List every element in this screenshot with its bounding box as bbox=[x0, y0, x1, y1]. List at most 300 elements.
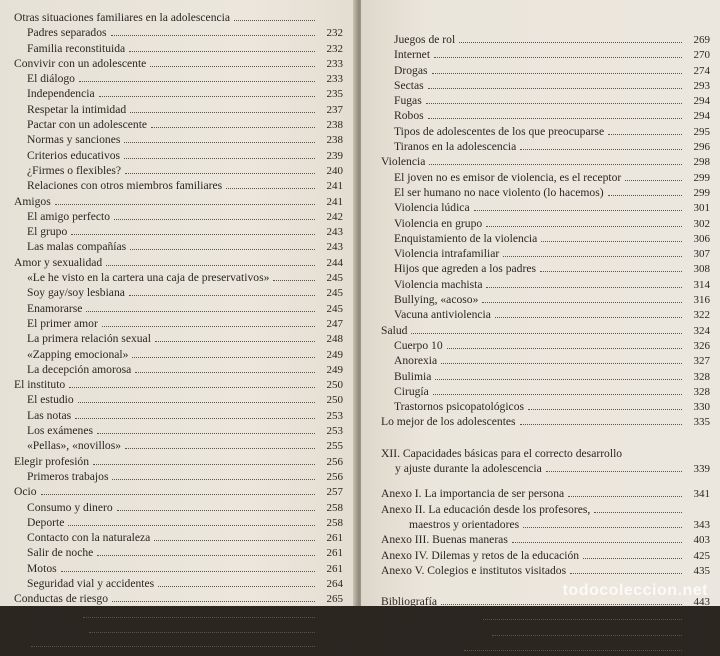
dot-leader bbox=[429, 164, 682, 165]
toc-entry-title: Bibliografía bbox=[381, 595, 438, 609]
toc-entry-page: 248 bbox=[326, 333, 343, 346]
toc-entry bbox=[381, 517, 710, 532]
dot-leader bbox=[41, 494, 315, 495]
toc-entry-page: 266 bbox=[326, 608, 343, 621]
toc-entry-page: 253 bbox=[326, 409, 343, 422]
toc-entry-page: 245 bbox=[326, 287, 343, 300]
toc-entry-page: 261 bbox=[326, 532, 343, 545]
toc-entry-title: Motos bbox=[27, 561, 57, 575]
toc-entry-title: Soy gay/soy lesbiana bbox=[27, 286, 125, 300]
toc-entry-title: Amor y sexualidad bbox=[14, 255, 103, 269]
toc-entry bbox=[381, 307, 710, 322]
dot-leader bbox=[520, 149, 682, 150]
toc-entry-page: 306 bbox=[693, 232, 710, 245]
toc-entry bbox=[14, 530, 343, 545]
toc-entry bbox=[14, 316, 343, 331]
toc-entry-title: «Pellas», «novillos» bbox=[27, 439, 122, 453]
toc-entry-page: 327 bbox=[693, 355, 710, 368]
dot-leader bbox=[129, 295, 315, 296]
toc-entry bbox=[381, 170, 710, 185]
toc-entry bbox=[381, 625, 710, 640]
toc-entry-title: Primeros trabajos bbox=[27, 469, 109, 483]
dot-leader bbox=[124, 158, 315, 159]
toc-entry-page: 255 bbox=[326, 440, 343, 453]
toc-entry-title: Amigos bbox=[14, 194, 51, 208]
dot-leader bbox=[520, 424, 682, 425]
toc-entry-title: Anexo V. Colegios e institutos visitados bbox=[381, 563, 567, 577]
dot-leader bbox=[130, 112, 315, 113]
dot-leader bbox=[71, 234, 315, 235]
dot-leader bbox=[486, 287, 682, 288]
dot-leader bbox=[523, 527, 682, 528]
toc-entry bbox=[14, 408, 343, 423]
toc-entry bbox=[381, 384, 710, 399]
toc-entry-title: Fugas bbox=[394, 94, 422, 108]
toc-entry-title: Galería para las artes bbox=[381, 610, 479, 624]
toc-entry bbox=[14, 469, 343, 484]
toc-entry bbox=[14, 423, 343, 438]
toc-entry-title: Bulimia bbox=[394, 369, 432, 383]
toc-entry-page: 238 bbox=[326, 119, 343, 132]
toc-entry-page: 247 bbox=[326, 317, 343, 330]
toc-entry-page: 403 bbox=[693, 534, 710, 547]
toc-entry bbox=[14, 239, 343, 254]
toc-entry-page: 233 bbox=[326, 73, 343, 86]
toc-entry-title: Normas y sanciones bbox=[27, 133, 121, 147]
dot-leader bbox=[546, 471, 682, 472]
toc-entry-title: Anexo II. La educación desde los profesores, bbox=[381, 502, 591, 516]
toc-entry bbox=[14, 561, 343, 576]
toc-entry-page: 256 bbox=[326, 455, 343, 468]
toc-entry bbox=[14, 194, 343, 209]
dot-leader bbox=[151, 127, 315, 128]
toc-entry bbox=[14, 301, 343, 316]
toc-entry bbox=[14, 132, 343, 147]
toc-entry-page: 314 bbox=[693, 278, 710, 291]
toc-entry bbox=[381, 32, 710, 47]
chapter-xii-page: 339 bbox=[693, 463, 710, 476]
toc-entry-page: 330 bbox=[693, 401, 710, 414]
dot-leader bbox=[68, 525, 315, 526]
toc-entry bbox=[381, 200, 710, 215]
dot-leader bbox=[528, 409, 682, 410]
dot-leader bbox=[464, 650, 682, 651]
toc-entry-page: 299 bbox=[693, 171, 710, 184]
toc-entry-page: 268 bbox=[326, 638, 343, 651]
toc-entry-page: 237 bbox=[326, 103, 343, 116]
toc-entry bbox=[381, 63, 710, 78]
toc-entry-title: Hijos que agreden a los padres bbox=[394, 262, 536, 276]
dot-leader bbox=[97, 433, 315, 434]
toc-entry bbox=[381, 640, 710, 655]
dot-leader bbox=[594, 512, 682, 513]
toc-entry-page: 265 bbox=[326, 593, 343, 606]
watermark-tld: .net bbox=[677, 582, 708, 599]
dot-leader bbox=[112, 601, 315, 602]
dot-leader bbox=[426, 103, 682, 104]
toc-entry bbox=[14, 178, 343, 193]
chapter-xii-entry bbox=[381, 446, 710, 477]
toc-entry-title: Conductas de riesgo bbox=[14, 592, 109, 606]
dot-leader bbox=[459, 42, 682, 43]
toc-entry bbox=[14, 331, 343, 346]
toc-entry-title: El estudio bbox=[27, 393, 74, 407]
toc-entry-title: Enquistamiento de la violencia bbox=[394, 231, 538, 245]
toc-entry-page: 457 bbox=[693, 626, 710, 639]
toc-entry-title: Deporte bbox=[27, 515, 65, 529]
dot-leader bbox=[111, 35, 315, 36]
toc-entry-title: Anexo IV. Dilemas y retos de la educación bbox=[381, 548, 580, 562]
dot-leader bbox=[608, 195, 682, 196]
toc-entry-title: Otras situaciones familiares en la adolescencia bbox=[14, 11, 231, 24]
toc-entry bbox=[14, 163, 343, 178]
toc-entry bbox=[381, 231, 710, 246]
dot-leader bbox=[441, 604, 682, 605]
toc-entry-page: 447 bbox=[693, 611, 710, 624]
toc-entry-title: El grupo bbox=[27, 225, 68, 239]
dot-leader bbox=[78, 402, 315, 403]
toc-entry bbox=[381, 292, 710, 307]
toc-entry-title: Instituciones de interés bbox=[381, 625, 488, 639]
toc-entry-page: 249 bbox=[326, 348, 343, 361]
chapter-xii-title-line2: y ajuste durante la adolescencia bbox=[395, 462, 542, 476]
toc-entry bbox=[14, 362, 343, 377]
toc-entry bbox=[381, 93, 710, 108]
toc-entry-title: Relaciones con otros miembros familiares bbox=[27, 179, 223, 193]
toc-entry bbox=[14, 438, 343, 453]
toc-entry-title: Enamorarse bbox=[27, 301, 83, 315]
right-page bbox=[361, 0, 720, 654]
toc-entry-title: Videojuegos bbox=[27, 622, 85, 636]
toc-entry-title: Violencia bbox=[381, 155, 426, 169]
toc-entry-title: Padres separados bbox=[27, 26, 107, 40]
dot-leader bbox=[428, 88, 682, 89]
toc-entry bbox=[14, 576, 343, 591]
toc-entry-title: Anorexia bbox=[394, 354, 438, 368]
toc-entry-page: 232 bbox=[326, 42, 343, 55]
dot-leader bbox=[512, 542, 682, 543]
toc-entry bbox=[14, 71, 343, 86]
toc-entry-title: Seguridad vial y accidentes bbox=[27, 576, 155, 590]
dot-leader bbox=[99, 96, 315, 97]
toc-entry-title: El diálogo bbox=[27, 72, 75, 86]
toc-entry bbox=[14, 117, 343, 132]
toc-entry bbox=[381, 609, 710, 624]
dot-leader bbox=[155, 341, 315, 342]
dot-leader bbox=[541, 241, 682, 242]
toc-entry bbox=[14, 209, 343, 224]
toc-entry bbox=[381, 185, 710, 200]
toc-entry-page: 232 bbox=[326, 27, 343, 40]
dot-leader bbox=[434, 57, 682, 58]
toc-entry bbox=[14, 224, 343, 239]
dot-leader bbox=[132, 357, 315, 358]
toc-entry bbox=[14, 591, 343, 606]
dot-leader bbox=[226, 188, 315, 189]
toc-entry bbox=[381, 246, 710, 261]
toc-entry-page: 239 bbox=[326, 149, 343, 162]
toc-entry bbox=[381, 277, 710, 292]
toc-entry-page: 461 bbox=[693, 641, 710, 654]
toc-entry bbox=[381, 369, 710, 384]
toc-entry-title: Vacuna antiviolencia bbox=[394, 308, 491, 322]
toc-entry bbox=[381, 502, 710, 517]
watermark-brand: todocoleccion bbox=[562, 582, 678, 599]
toc-entry bbox=[381, 414, 710, 429]
toc-entry bbox=[14, 86, 343, 101]
toc-entry bbox=[14, 515, 343, 530]
toc-entry-page: 240 bbox=[326, 164, 343, 177]
toc-entry-page: 425 bbox=[693, 549, 710, 562]
toc-entry bbox=[14, 285, 343, 300]
dot-leader bbox=[428, 118, 682, 119]
toc-entry-title: Robos bbox=[394, 109, 424, 123]
toc-entry bbox=[14, 148, 343, 163]
dot-leader bbox=[117, 510, 315, 511]
toc-entry-page: 274 bbox=[693, 64, 710, 77]
dot-leader bbox=[234, 20, 315, 21]
dot-leader bbox=[125, 173, 315, 174]
dot-leader bbox=[125, 448, 315, 449]
toc-entry-page: 343 bbox=[693, 518, 710, 531]
toc-entry bbox=[381, 124, 710, 139]
risk-section bbox=[381, 32, 710, 430]
toc-entry-page: 294 bbox=[693, 95, 710, 108]
toc-entry bbox=[14, 545, 343, 560]
toc-entry-title: Adicciones bbox=[27, 607, 80, 621]
toc-entry-page: 443 bbox=[693, 596, 710, 609]
toc-entry bbox=[381, 399, 710, 414]
toc-entry bbox=[381, 47, 710, 62]
dot-leader bbox=[608, 134, 682, 135]
annex-section bbox=[381, 486, 710, 578]
toc-entry bbox=[14, 10, 343, 25]
dot-leader bbox=[273, 280, 315, 281]
toc-entry-title: El ser humano no nace violento (lo hacemos) bbox=[394, 185, 604, 199]
toc-entry-page: 270 bbox=[693, 49, 710, 62]
toc-entry-title: Tiranos en la adolescencia bbox=[394, 140, 517, 154]
toc-entry-title: El instituto bbox=[14, 378, 66, 392]
dot-leader bbox=[435, 379, 682, 380]
dot-leader bbox=[540, 271, 682, 272]
toc-entry-page: 307 bbox=[693, 248, 710, 261]
toc-entry-title: Anexo III. Buenas maneras bbox=[381, 533, 508, 547]
toc-entry-page: 299 bbox=[693, 186, 710, 199]
toc-entry-page: 264 bbox=[326, 577, 343, 590]
toc-entry-title: Juegos de rol bbox=[394, 33, 456, 46]
toc-entry-title: Elegir profesión bbox=[14, 454, 90, 468]
toc-entry-title: Tipos de adolescentes de los que preocuparse bbox=[394, 124, 605, 138]
toc-entry bbox=[14, 500, 343, 515]
toc-entry-page: 316 bbox=[693, 294, 710, 307]
toc-entry-page: 241 bbox=[326, 195, 343, 208]
toc-entry-page: 293 bbox=[693, 79, 710, 92]
toc-entry-title: Bullying, «acoso» bbox=[394, 293, 479, 307]
toc-entry-title: Salud bbox=[381, 323, 408, 337]
toc-entry-title: Drogas bbox=[394, 63, 428, 77]
toc-entry-page: 324 bbox=[693, 324, 710, 337]
toc-entry bbox=[14, 102, 343, 117]
toc-entry-page: 258 bbox=[326, 501, 343, 514]
toc-entry-title: La primera relación sexual bbox=[27, 332, 151, 346]
dot-leader bbox=[150, 66, 315, 67]
dot-leader bbox=[474, 210, 682, 211]
back-matter-section bbox=[381, 594, 710, 655]
toc-entry-page: 302 bbox=[693, 217, 710, 230]
toc-entry-title: Familia reconstituida bbox=[27, 41, 126, 55]
toc-entry bbox=[14, 270, 343, 285]
toc-entry-page: 261 bbox=[326, 547, 343, 560]
toc-entry-title: El joven no es emisor de violencia, es el receptor bbox=[394, 170, 622, 184]
toc-entry bbox=[381, 548, 710, 563]
dot-leader bbox=[129, 51, 315, 52]
toc-entry-page: 238 bbox=[326, 134, 343, 147]
toc-entry-page: 435 bbox=[693, 564, 710, 577]
toc-entry-title: Criterios educativos bbox=[27, 148, 121, 162]
toc-entry-title: Internet bbox=[394, 48, 431, 62]
toc-entry-page: 258 bbox=[326, 516, 343, 529]
toc-entry-page: 335 bbox=[693, 416, 710, 429]
toc-entry bbox=[381, 563, 710, 578]
toc-entry-title: Las notas bbox=[27, 408, 72, 422]
toc-entry-page: 296 bbox=[693, 141, 710, 154]
toc-entry-page: 243 bbox=[326, 226, 343, 239]
dot-leader bbox=[61, 571, 315, 572]
toc-entry-title: ¿Firmes o flexibles? bbox=[27, 163, 122, 177]
toc-entry-page: 326 bbox=[693, 339, 710, 352]
toc-entry bbox=[14, 484, 343, 499]
toc-entry-page: 241 bbox=[326, 180, 343, 193]
dot-leader bbox=[486, 226, 682, 227]
toc-entry-page: 266 bbox=[326, 623, 343, 636]
dot-leader bbox=[568, 496, 682, 497]
toc-entry-title: Sectas bbox=[394, 78, 424, 92]
dot-leader bbox=[106, 265, 315, 266]
toc-entry-page: 261 bbox=[326, 562, 343, 575]
left-page bbox=[0, 0, 357, 651]
dot-leader bbox=[75, 418, 315, 419]
dot-leader bbox=[93, 464, 315, 465]
toc-entry bbox=[14, 25, 343, 40]
toc-entry bbox=[381, 78, 710, 93]
toc-entry bbox=[381, 323, 710, 338]
dot-leader bbox=[154, 540, 315, 541]
toc-entry-page: 245 bbox=[326, 302, 343, 315]
toc-entry-page: 322 bbox=[693, 309, 710, 322]
toc-entry bbox=[14, 377, 343, 392]
toc-entry bbox=[14, 637, 343, 652]
toc-entry-title: «Le he visto en la cartera una caja de preservativos» bbox=[27, 271, 270, 285]
toc-entry-title: Convivir con un adolescente bbox=[14, 56, 147, 70]
dot-leader bbox=[495, 317, 682, 318]
toc-entry-page: 294 bbox=[693, 110, 710, 123]
dot-leader bbox=[124, 142, 315, 143]
toc-entry-page: 328 bbox=[693, 385, 710, 398]
toc-entry bbox=[14, 41, 343, 56]
toc-entry-title: maestros y orientadores bbox=[409, 517, 520, 531]
toc-entry-title: Violencia en grupo bbox=[394, 216, 483, 230]
toc-entry-page: 257 bbox=[326, 486, 343, 499]
dot-leader bbox=[86, 311, 315, 312]
toc-entry-page: 244 bbox=[326, 256, 343, 269]
dot-leader bbox=[483, 619, 682, 620]
toc-entry-title: La decepción amorosa bbox=[27, 362, 132, 376]
toc-entry-title: Violencia machista bbox=[394, 277, 483, 291]
toc-entry bbox=[381, 532, 710, 547]
toc-entry-page: 233 bbox=[326, 57, 343, 70]
toc-entry-title: Cuerpo 10 bbox=[394, 338, 443, 352]
dot-leader bbox=[411, 333, 682, 334]
toc-entry-page: 250 bbox=[326, 379, 343, 392]
toc-entry-title: Violencia intrafamiliar bbox=[394, 247, 500, 261]
toc-entry-page: 245 bbox=[326, 272, 343, 285]
dot-leader bbox=[83, 617, 315, 618]
toc-entry bbox=[381, 108, 710, 123]
toc-entry-title: Las malas compañías bbox=[27, 240, 127, 254]
toc-entry-title: Independencia bbox=[27, 87, 95, 101]
toc-entry-title: «Zapping emocional» bbox=[27, 347, 129, 361]
toc-entry-title: El amigo perfecto bbox=[27, 209, 111, 223]
toc-entry-page: 301 bbox=[693, 202, 710, 215]
toc-entry-title: Anexo I. La importancia de ser persona bbox=[381, 487, 565, 501]
dot-leader bbox=[583, 558, 682, 559]
toc-entry-page: 249 bbox=[326, 363, 343, 376]
dot-leader bbox=[55, 204, 315, 205]
toc-entry bbox=[14, 347, 343, 362]
toc-entry-page: 295 bbox=[693, 125, 710, 138]
watermark-logo bbox=[563, 579, 708, 600]
dot-leader bbox=[69, 387, 315, 388]
toc-entry bbox=[381, 353, 710, 368]
toc-entry bbox=[14, 255, 343, 270]
toc-entry-title: Cirugía bbox=[394, 384, 429, 398]
dot-leader bbox=[31, 646, 315, 647]
toc-entry bbox=[381, 154, 710, 169]
dot-leader bbox=[441, 363, 682, 364]
toc-entry bbox=[381, 216, 710, 231]
toc-entry-page: 269 bbox=[693, 34, 710, 46]
toc-entry bbox=[381, 139, 710, 154]
toc-entry bbox=[381, 486, 710, 501]
toc-entry bbox=[14, 392, 343, 407]
toc-entry-page: 256 bbox=[326, 470, 343, 483]
dot-leader bbox=[433, 394, 682, 395]
toc-entry-page: 341 bbox=[693, 488, 710, 501]
dot-leader bbox=[102, 326, 315, 327]
toc-entry-page: 308 bbox=[693, 263, 710, 276]
dot-leader bbox=[570, 573, 682, 574]
dot-leader bbox=[492, 635, 682, 636]
toc-entry-title: Respetar la intimidad bbox=[27, 102, 127, 116]
toc-entry-page: 250 bbox=[326, 394, 343, 407]
toc-entry-page: 328 bbox=[693, 370, 710, 383]
toc-entry-title: Salir de noche bbox=[27, 546, 94, 560]
dot-leader bbox=[482, 302, 682, 303]
dot-leader bbox=[114, 219, 315, 220]
dot-leader bbox=[158, 586, 315, 587]
toc-entry-title: Los exámenes bbox=[27, 424, 93, 438]
dot-leader bbox=[79, 81, 315, 82]
toc-entry-page: 298 bbox=[693, 156, 710, 169]
dot-leader bbox=[432, 73, 683, 74]
toc-entry-title: Trastornos psicopatológicos bbox=[394, 400, 524, 414]
toc-entry-title: Contacto con la naturaleza bbox=[27, 531, 151, 545]
toc-entry-title: Ocio bbox=[14, 485, 37, 499]
toc-entry bbox=[381, 338, 710, 353]
toc-entry-title: Lo mejor de los adolescentes bbox=[381, 415, 516, 429]
toc-entry-title: Violencia lúdica bbox=[394, 201, 470, 215]
chapter-xii-title-line1: XII. Capacidades básicas para el correcto desarrollo bbox=[381, 446, 623, 460]
